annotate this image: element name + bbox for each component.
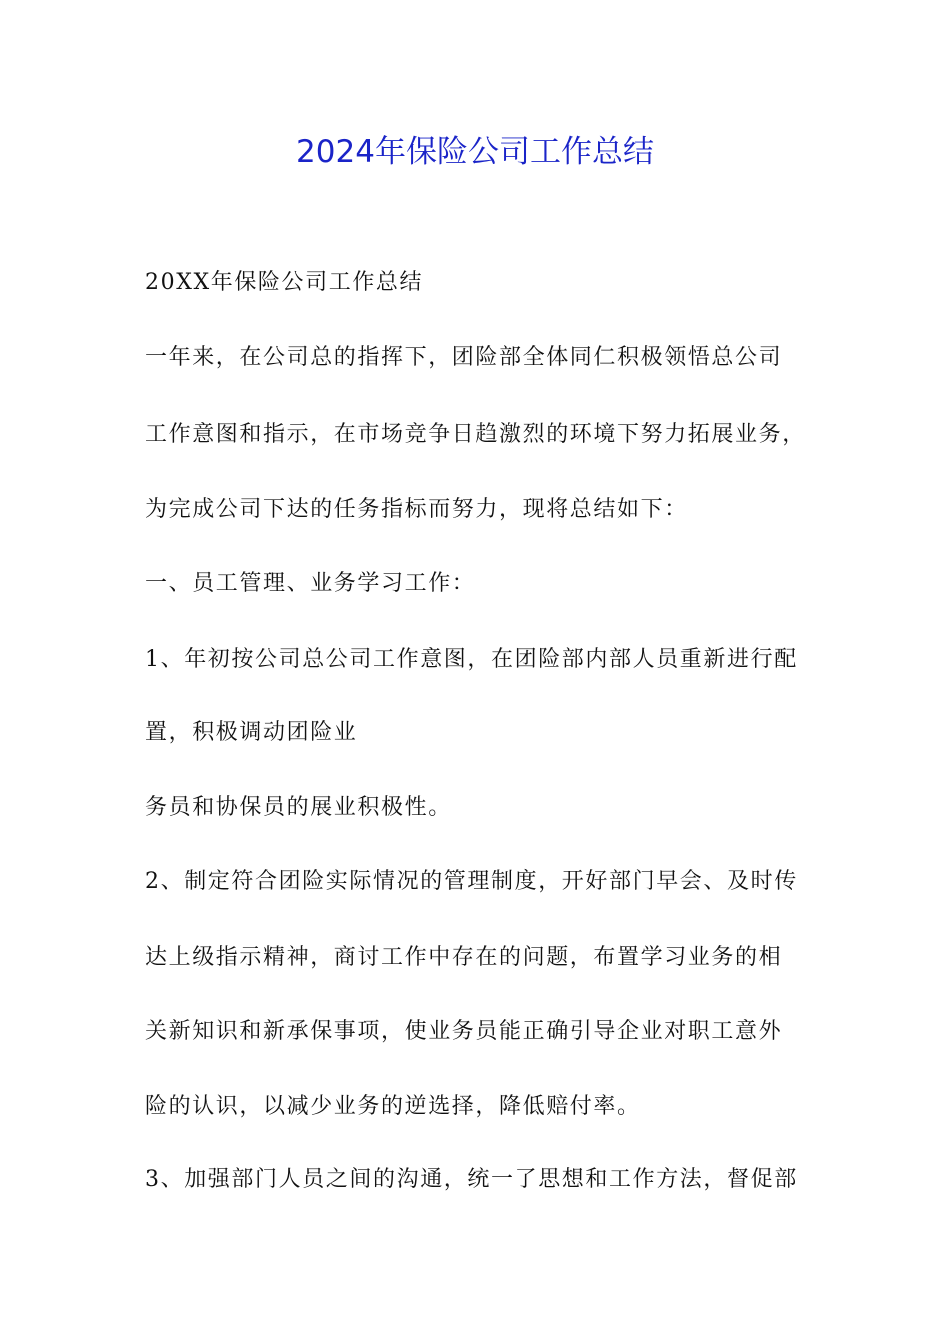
document-title: 2024年保险公司工作总结: [296, 134, 654, 170]
body-line: 一、员工管理、业务学习工作：: [145, 571, 476, 596]
body-line: 关新知识和新承保事项，使业务员能正确引导企业对职工意外: [145, 1019, 783, 1044]
body-line: 1、年初按公司总公司工作意图，在团险部内部人员重新进行配: [145, 647, 798, 672]
body-line: 20XX年保险公司工作总结: [145, 270, 424, 295]
body-line: 达上级指示精神，商讨工作中存在的问题，布置学习业务的相: [145, 945, 783, 970]
body-line: 一年来，在公司总的指挥下，团险部全体同仁积极领悟总公司: [145, 345, 783, 370]
body-line: 工作意图和指示，在市场竞争日趋激烈的环境下努力拓展业务，: [145, 422, 806, 447]
body-line: 2、制定符合团险实际情况的管理制度，开好部门早会、及时传: [145, 869, 798, 894]
body-line: 置，积极调动团险业: [145, 720, 358, 745]
body-line: 务员和协保员的展业积极性。: [145, 795, 452, 820]
body-line: 为完成公司下达的任务指标而努力，现将总结如下：: [145, 497, 688, 522]
body-line: 险的认识，以减少业务的逆选择，降低赔付率。: [145, 1094, 641, 1119]
body-line: 3、加强部门人员之间的沟通，统一了思想和工作方法，督促部: [145, 1167, 798, 1192]
